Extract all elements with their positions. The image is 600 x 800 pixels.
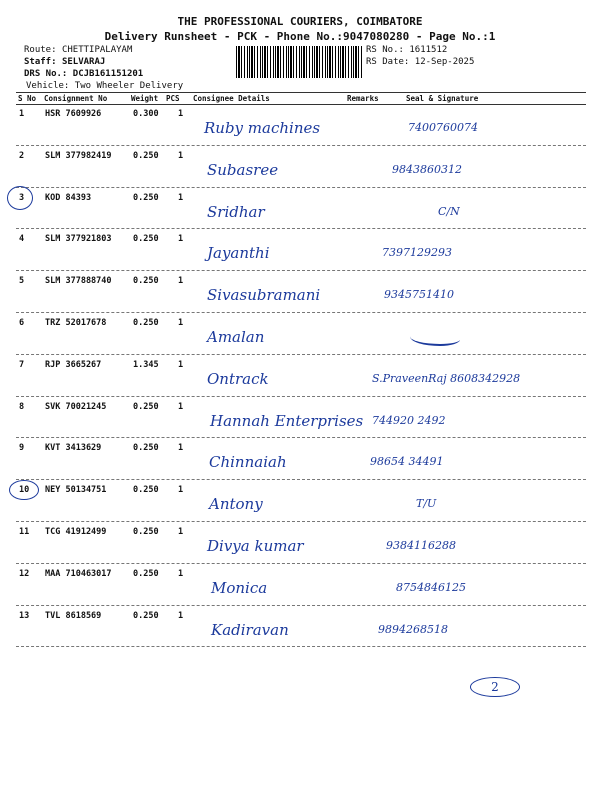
row-weight: 0.250 <box>133 569 159 579</box>
row-signature: 98654 34491 <box>370 455 444 468</box>
row-signature: 9894268518 <box>378 623 448 636</box>
row-signature: S.PraveenRaj 8608342928 <box>372 372 521 385</box>
row-sno: 3 <box>19 193 25 203</box>
row-consignee-handwritten: Sridhar <box>207 203 265 221</box>
row-signature: 744920 2492 <box>372 414 446 427</box>
row-sno: 9 <box>19 443 25 453</box>
row-consignment-no: KOD 84393 <box>45 193 92 203</box>
row-consignment-no: SLM 377921803 <box>45 234 112 244</box>
row-separator <box>16 312 586 313</box>
row-sno: 5 <box>19 276 25 286</box>
row-pcs: 1 <box>178 234 184 244</box>
row-signature: 7397129293 <box>382 246 452 259</box>
row-consignee-handwritten: Antony <box>209 495 263 513</box>
row-pcs: 1 <box>178 611 184 621</box>
vehicle-line <box>26 81 183 91</box>
row-weight: 0.300 <box>133 109 159 119</box>
document-title: THE PROFESSIONAL COURIERS, COIMBATORE <box>177 15 423 28</box>
drs-value: DCJB161151201 <box>72 69 144 79</box>
row-consignment-no: TCG 41912499 <box>45 527 107 537</box>
row-separator <box>16 396 586 397</box>
row-sno: 11 <box>19 527 30 537</box>
row-signature: 8754846125 <box>396 581 466 594</box>
row-separator <box>16 605 586 606</box>
drs-label: DRS No.: <box>24 69 68 79</box>
row-weight: 0.250 <box>133 485 159 495</box>
row-pcs: 1 <box>178 527 184 537</box>
row-consignment-no: NEY 50134751 <box>45 485 107 495</box>
row-pcs: 1 <box>178 402 184 412</box>
row-sno: 13 <box>19 611 30 621</box>
document-subtitle: Delivery Runsheet - PCK - Phone No.:9047080280 - Page No.:1 <box>104 30 496 43</box>
rs-no-label: RS No.: <box>366 45 404 55</box>
col-seal: Seal & Signature <box>406 94 479 103</box>
staff-line <box>24 57 105 67</box>
row-weight: 0.250 <box>133 276 159 286</box>
page-number-mark: 2 <box>470 677 520 697</box>
row-weight: 0.250 <box>133 151 159 161</box>
row-separator <box>16 228 586 229</box>
route-value: CHETTIPALAYAM <box>61 45 133 55</box>
row-10-circle-mark <box>9 480 39 500</box>
rs-date-line <box>366 57 474 67</box>
row-sno: 4 <box>19 234 25 244</box>
rs-date-label: RS Date: <box>366 57 410 67</box>
row-separator <box>16 145 586 146</box>
row-weight: 1.345 <box>133 360 159 370</box>
row-sno: 12 <box>19 569 30 579</box>
table-top-rule <box>16 92 586 93</box>
row-consignment-no: SLM 377982419 <box>45 151 112 161</box>
row-consignment-no: SVK 70021245 <box>45 402 107 412</box>
row-consignment-no: SLM 377888740 <box>45 276 112 286</box>
row-separator <box>16 354 586 355</box>
row-signature: 9384116288 <box>386 539 456 552</box>
row-consignee-handwritten: Chinnaiah <box>209 453 287 471</box>
row-3-circle-mark <box>7 186 33 210</box>
row-signature: 7400760074 <box>408 121 478 134</box>
col-consignee: Consignee Details <box>193 94 270 103</box>
rs-date-value: 12-Sep-2025 <box>414 57 475 67</box>
rs-no-value: 1611512 <box>409 45 448 55</box>
row-consignee-handwritten: Sivasubramani <box>207 286 321 304</box>
row-consignee-handwritten: Hannah Enterprises <box>210 412 364 430</box>
row-sno: 1 <box>19 109 25 119</box>
row-pcs: 1 <box>178 485 184 495</box>
row-sno: 2 <box>19 151 25 161</box>
row-separator <box>16 521 586 522</box>
route-line <box>24 45 132 55</box>
row-signature <box>410 330 460 346</box>
row-weight: 0.250 <box>133 234 159 244</box>
row-pcs: 1 <box>178 109 184 119</box>
row-consignment-no: TVL 8618569 <box>45 611 102 621</box>
drs-line <box>24 69 143 79</box>
col-weight: Weight <box>131 94 159 103</box>
route-label: Route: <box>24 45 57 55</box>
row-consignee-handwritten: Subasree <box>207 161 279 179</box>
row-sno: 7 <box>19 360 25 370</box>
row-weight: 0.250 <box>133 193 159 203</box>
row-sno: 10 <box>19 485 30 495</box>
row-consignment-no: RJP 3665267 <box>45 360 102 370</box>
staff-label: Staff: <box>24 57 57 67</box>
row-signature: 9345751410 <box>384 288 454 301</box>
row-consignment-no: KVT 3413629 <box>45 443 102 453</box>
row-consignee-handwritten: Divya kumar <box>207 537 304 555</box>
row-separator <box>16 270 586 271</box>
row-weight: 0.250 <box>133 443 159 453</box>
row-consignee-handwritten: Ontrack <box>207 370 269 388</box>
row-sno: 8 <box>19 402 25 412</box>
staff-value: SELVARAJ <box>61 57 106 67</box>
row-consignee-handwritten: Kadiravan <box>211 621 289 639</box>
row-weight: 0.250 <box>133 402 159 412</box>
row-separator <box>16 479 586 480</box>
row-separator <box>16 437 586 438</box>
vehicle-label: Vehicle: <box>26 81 70 91</box>
row-pcs: 1 <box>178 569 184 579</box>
row-consignment-no: MAA 710463017 <box>45 569 112 579</box>
col-consignment: Consignment No <box>44 94 108 103</box>
rs-no-line <box>366 45 447 55</box>
row-weight: 0.250 <box>133 318 159 328</box>
row-consignment-no: TRZ 52017678 <box>45 318 107 328</box>
row-consignee-handwritten: Jayanthi <box>207 244 270 262</box>
barcode <box>236 46 362 78</box>
col-sno: S No <box>18 94 37 103</box>
row-consignment-no: HSR 7609926 <box>45 109 102 119</box>
row-separator <box>16 563 586 564</box>
row-separator <box>16 646 586 647</box>
row-weight: 0.250 <box>133 527 159 537</box>
row-pcs: 1 <box>178 443 184 453</box>
table-header-rule <box>16 104 586 105</box>
row-pcs: 1 <box>178 193 184 203</box>
row-signature: C/N <box>438 205 460 218</box>
col-remarks: Remarks <box>347 94 379 103</box>
row-pcs: 1 <box>178 318 184 328</box>
row-sno: 6 <box>19 318 25 328</box>
row-signature: 9843860312 <box>392 163 462 176</box>
row-separator <box>16 187 586 188</box>
row-pcs: 1 <box>178 360 184 370</box>
row-signature: T/U <box>416 497 437 510</box>
row-weight: 0.250 <box>133 611 159 621</box>
col-pcs: PCS <box>166 94 180 103</box>
row-pcs: 1 <box>178 151 184 161</box>
row-consignee-handwritten: Amalan <box>207 328 265 346</box>
row-consignee-handwritten: Monica <box>211 579 268 597</box>
row-consignee-handwritten: Ruby machines <box>204 119 321 137</box>
vehicle-value: Two Wheeler Delivery <box>74 81 184 91</box>
row-pcs: 1 <box>178 276 184 286</box>
